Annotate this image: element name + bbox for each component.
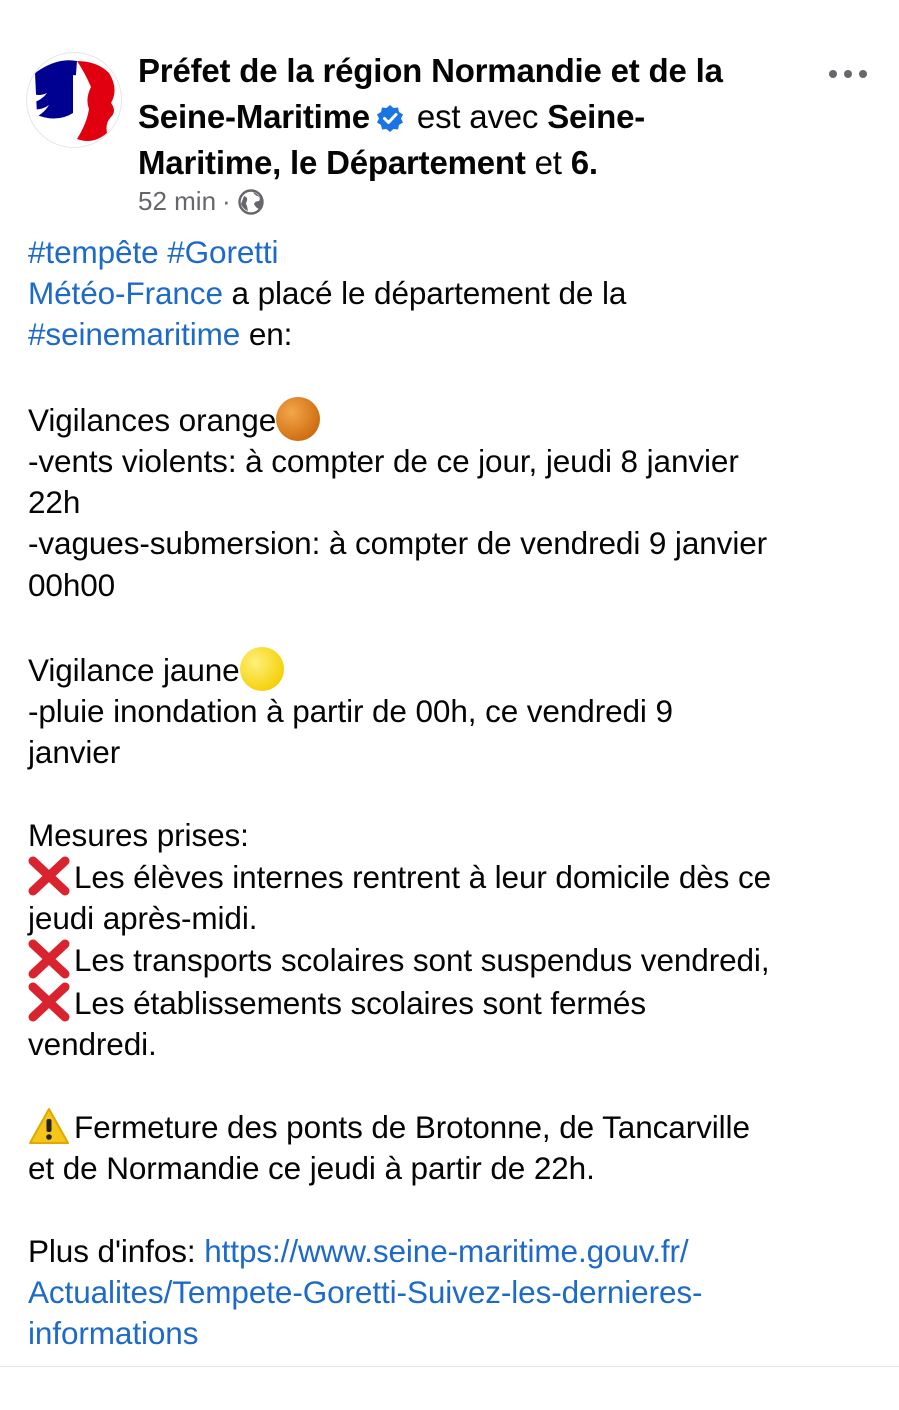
- profile-avatar[interactable]: [26, 52, 122, 148]
- measures-title: Mesures prises:: [28, 816, 249, 853]
- author-line: [138, 48, 778, 186]
- orange-vigilance-title: Vigilances orange: [28, 401, 277, 438]
- post-meta: [138, 183, 265, 219]
- hashtag-seinemaritime-link[interactable]: #seinemaritime: [28, 316, 241, 353]
- measure-line: [28, 982, 878, 1024]
- bridges-line: [28, 1106, 878, 1148]
- verified-badge-icon: [376, 104, 404, 132]
- timestamp[interactable]: 52 min: [138, 186, 217, 216]
- text-line: jeudi après-midi.: [28, 900, 258, 937]
- cross-mark-emoji: [28, 856, 70, 896]
- marianne-logo-icon: [27, 53, 121, 147]
- divider: [0, 1366, 899, 1367]
- text-line: 22h: [28, 484, 81, 521]
- text-span: Les transports scolaires sont suspendus vendredi,: [74, 942, 770, 979]
- blank-line: [28, 1065, 878, 1106]
- blank-line: [28, 774, 878, 815]
- blank-line: [28, 1190, 878, 1231]
- url-line: [28, 1313, 878, 1354]
- meteo-france-link[interactable]: Météo-France: [28, 275, 223, 312]
- author-name-cont[interactable]: Seine-Maritime: [138, 98, 370, 135]
- yellow-circle-emoji: [240, 647, 284, 691]
- more-info-line: [28, 1231, 878, 1272]
- text-line: janvier: [28, 734, 121, 771]
- blank-line: [28, 606, 878, 647]
- text-span: Plus d'infos:: [28, 1232, 196, 1269]
- and-text: et: [534, 144, 562, 181]
- orange-title-line: [28, 397, 878, 441]
- cross-mark-emoji: [28, 939, 70, 979]
- text-line: -vents violents: à compter de ce jour, jeudi 8 janvier: [28, 443, 739, 479]
- text-line: et de Normandie ce jeudi à partir de 22h.: [28, 1150, 595, 1187]
- warning-emoji: [28, 1106, 70, 1146]
- cross-mark-emoji: [28, 982, 70, 1022]
- orange-circle-emoji: [276, 397, 320, 441]
- hashtag-goretti-link[interactable]: #Goretti: [167, 234, 279, 270]
- more-dot-icon: [829, 70, 837, 78]
- text-line: -pluie inondation à partir de 00h, ce vendredi 9: [28, 693, 673, 730]
- more-options-button[interactable]: [829, 62, 869, 86]
- tagged-page-seine-maritime-cont[interactable]: Maritime, le Département: [138, 144, 526, 181]
- measure-line: [28, 939, 878, 981]
- text-span: Les établissements scolaires sont fermés: [74, 984, 646, 1021]
- text-line: -vagues-submersion: à compter de vendredi 9 janvier: [28, 525, 768, 562]
- measure-line: [28, 856, 878, 898]
- meta-separator: ·: [222, 186, 231, 216]
- globe-icon[interactable]: [237, 188, 265, 216]
- text-line: [28, 314, 878, 355]
- post-body: [28, 232, 878, 1354]
- text-line: 00h00: [28, 566, 116, 603]
- post-header: [0, 0, 899, 230]
- text-span: Fermeture des ponts de Brotonne, de Tancarville: [74, 1109, 750, 1146]
- author-name[interactable]: Préfet de la région Normandie et de la: [138, 52, 723, 89]
- seine-maritime-url-link-end[interactable]: informations: [28, 1315, 199, 1352]
- text-line: [28, 273, 878, 314]
- hashtag-tempete-link[interactable]: #tempête: [28, 234, 159, 270]
- text-span: en:: [248, 316, 293, 353]
- seine-maritime-url-link[interactable]: https://www.seine-maritime.gouv.fr/: [204, 1232, 689, 1269]
- hashtags-line: [28, 232, 878, 273]
- yellow-vigilance-title: Vigilance jaune: [28, 652, 240, 688]
- more-dot-icon: [859, 70, 867, 78]
- url-line: [28, 1272, 878, 1313]
- seine-maritime-url-link-cont[interactable]: Actualites/Tempete-Goretti-Suivez-les-dernieres-: [28, 1274, 703, 1310]
- text-span: a placé le département de la: [231, 275, 627, 312]
- others-count[interactable]: 6.: [570, 144, 598, 181]
- blank-line: [28, 356, 878, 397]
- with-text: est avec: [416, 98, 539, 135]
- text-span: Les élèves internes rentrent à leur domicile dès ce: [74, 859, 772, 895]
- tagged-page-seine-maritime[interactable]: Seine-: [547, 98, 646, 135]
- more-dot-icon: [844, 70, 852, 78]
- yellow-title-line: [28, 647, 878, 691]
- text-line: vendredi.: [28, 1025, 157, 1062]
